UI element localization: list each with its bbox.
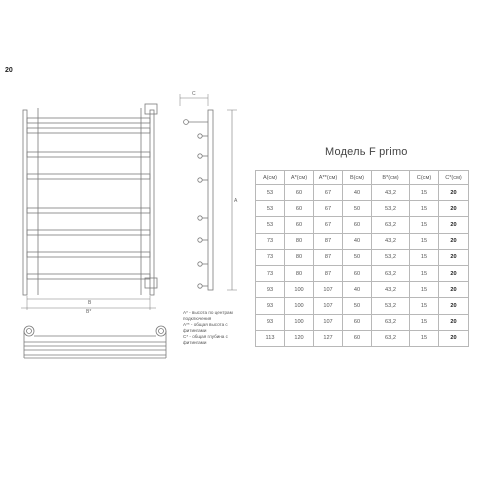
table-row <box>256 201 469 217</box>
table-cell: 20 <box>439 233 469 249</box>
table-cell: 15 <box>410 330 439 346</box>
column-header: C*(см) <box>439 171 469 185</box>
table-cell: 50 <box>343 201 372 217</box>
table-cell: 15 <box>410 217 439 233</box>
table-cell: 60 <box>343 330 372 346</box>
table-cell: 20 <box>439 249 469 265</box>
table-cell: 87 <box>314 233 343 249</box>
column-header: B*(см) <box>372 171 410 185</box>
table-cell: 93 <box>256 282 285 298</box>
side-view-drawing <box>178 88 248 303</box>
table-cell: 15 <box>410 233 439 249</box>
table-cell: 20 <box>439 265 469 281</box>
table-cell: 53 <box>256 217 285 233</box>
table-cell: 20 <box>439 314 469 330</box>
table-row <box>256 185 469 201</box>
table-cell: 40 <box>343 185 372 201</box>
table-cell: 50 <box>343 298 372 314</box>
table-cell: 50 <box>343 249 372 265</box>
table-row <box>256 314 469 330</box>
column-header: B(см) <box>343 171 372 185</box>
table-row <box>256 217 469 233</box>
table-cell: 60 <box>343 265 372 281</box>
table-cell: 107 <box>314 298 343 314</box>
table-cell: 43,2 <box>372 282 410 298</box>
table-cell: 87 <box>314 249 343 265</box>
table-cell: 40 <box>343 282 372 298</box>
table-cell: 53 <box>256 201 285 217</box>
table-cell: 15 <box>410 249 439 265</box>
table-cell: 20 <box>439 298 469 314</box>
table-cell: 100 <box>285 282 314 298</box>
table-cell: 20 <box>439 282 469 298</box>
table-cell: 43,2 <box>372 185 410 201</box>
table-cell: 60 <box>343 217 372 233</box>
table-cell: 53,2 <box>372 298 410 314</box>
table-cell: 67 <box>314 217 343 233</box>
table-cell: 63,2 <box>372 265 410 281</box>
table-cell: 15 <box>410 265 439 281</box>
column-header: A(см) <box>256 171 285 185</box>
table-cell: 100 <box>285 314 314 330</box>
table-row <box>256 282 469 298</box>
table-row <box>256 249 469 265</box>
table-cell: 107 <box>314 314 343 330</box>
table-cell: 73 <box>256 233 285 249</box>
table-cell: 53,2 <box>372 201 410 217</box>
table-cell: 67 <box>314 185 343 201</box>
table-cell: 20 <box>439 330 469 346</box>
table-cell: 60 <box>285 185 314 201</box>
note-a-star: A* - высота по центрам подключения <box>183 310 233 321</box>
table-cell: 87 <box>314 265 343 281</box>
table-cell: 120 <box>285 330 314 346</box>
column-header: A**(см) <box>314 171 343 185</box>
table-cell: 60 <box>285 201 314 217</box>
table-cell: 15 <box>410 201 439 217</box>
table-body <box>256 185 469 347</box>
note-c-star: C* - общая глубина с фитингами <box>183 334 228 345</box>
table-cell: 20 <box>439 217 469 233</box>
table-cell: 63,2 <box>372 217 410 233</box>
table-cell: 113 <box>256 330 285 346</box>
table-cell: 40 <box>343 233 372 249</box>
table-row <box>256 298 469 314</box>
table-cell: 80 <box>285 249 314 265</box>
dimension-c-label: C <box>192 91 196 97</box>
table-cell: 127 <box>314 330 343 346</box>
column-header: C(см) <box>410 171 439 185</box>
spec-table <box>255 170 469 347</box>
table-cell: 63,2 <box>372 330 410 346</box>
table-cell: 60 <box>285 217 314 233</box>
table-cell: 20 <box>439 201 469 217</box>
table-cell: 43,2 <box>372 233 410 249</box>
table-header-row <box>256 171 469 185</box>
table-cell: 73 <box>256 265 285 281</box>
table-row <box>256 233 469 249</box>
page-number: 20 <box>5 67 13 74</box>
column-header: A*(см) <box>285 171 314 185</box>
table-cell: 93 <box>256 298 285 314</box>
table-cell: 93 <box>256 314 285 330</box>
table-cell: 15 <box>410 185 439 201</box>
note-a-double-star: A** - общая высота с фитингами <box>183 322 228 333</box>
bottom-view-drawing <box>16 318 171 368</box>
model-title: Модель F primo <box>325 146 408 158</box>
table-cell: 67 <box>314 201 343 217</box>
dimension-notes <box>183 310 245 347</box>
table-cell: 73 <box>256 249 285 265</box>
table-cell: 20 <box>439 185 469 201</box>
table-cell: 80 <box>285 233 314 249</box>
table-cell: 15 <box>410 282 439 298</box>
front-view-drawing <box>18 100 168 315</box>
table-cell: 15 <box>410 298 439 314</box>
table-cell: 53 <box>256 185 285 201</box>
dimension-b-label: B <box>88 300 92 306</box>
dimension-b-star-label: B* <box>86 309 92 315</box>
table-cell: 107 <box>314 282 343 298</box>
table-cell: 60 <box>343 314 372 330</box>
dimension-a-label: A <box>234 198 238 204</box>
table-cell: 80 <box>285 265 314 281</box>
table-cell: 15 <box>410 314 439 330</box>
table-cell: 63,2 <box>372 314 410 330</box>
table-row <box>256 330 469 346</box>
table-cell: 53,2 <box>372 249 410 265</box>
table-row <box>256 265 469 281</box>
table-cell: 100 <box>285 298 314 314</box>
